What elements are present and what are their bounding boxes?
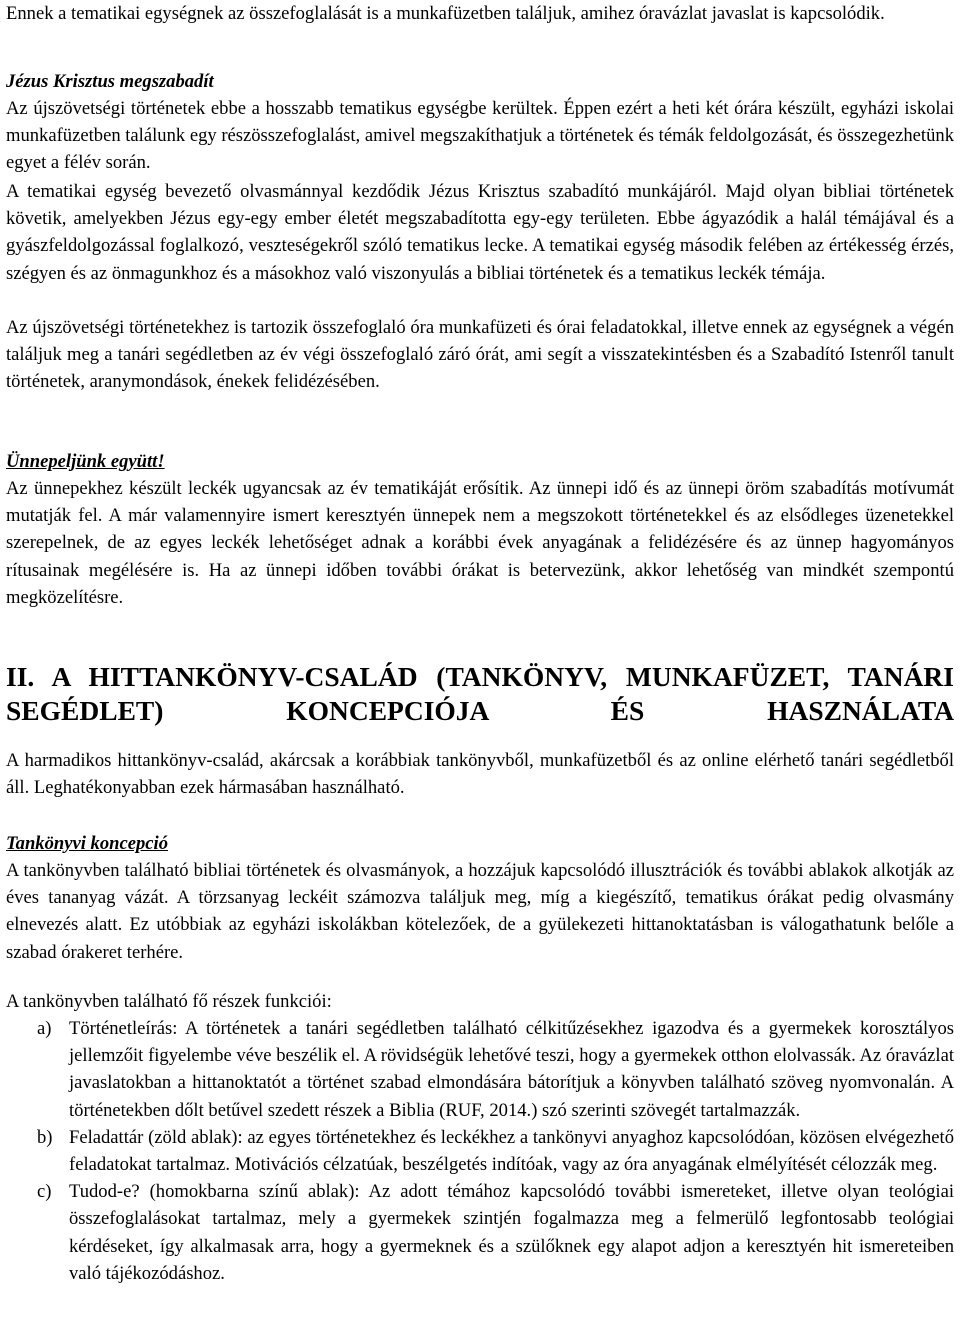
list-item-mark: b) xyxy=(37,1126,53,1148)
paragraph-tankonyv: A tankönyvben található bibliai történetek és olvasmányok, a hozzájuk kapcsolódó illusztrációk és további ablakok alkotják az éves tananyag vázát. A törzsanyag leckéit számozva találjuk meg, míg a kiegészítő, tematikus órákat pedig olvasmány elnevezés alatt. Ez utóbbiak az egyházi iskolákban kötelezőek, de a gyülekezeti hittanoktatásban is válogathatunk belőle a szabad órakeret terhére. xyxy=(6,860,954,963)
intro-paragraph: Ennek a tematikai egységnek az összefoglalását is a munkafüzetben találjuk, amihez óravázlat javaslat is kapcsolódik. xyxy=(6,3,885,24)
list-item xyxy=(6,1178,954,1287)
chapter-heading-line-2: SEGÉDLET) KONCEPCIÓJA ÉS HASZNÁLATA xyxy=(6,695,954,726)
list-item-mark: a) xyxy=(37,1018,52,1039)
paragraph-chapter: A harmadikos hittankönyv-család, akárcsak a korábbiak tankönyvből, munkafüzetből és az online elérhető tanári segédletből áll. Leghatékonyabban ezek hármasában használható. xyxy=(6,750,954,799)
list-item xyxy=(6,1015,954,1124)
list-item-mark: c) xyxy=(37,1181,52,1203)
section-heading-unnep: Ünnepeljünk együtt! xyxy=(6,451,165,472)
paragraph-jezus-1: Az újszövetségi történetek ebbe a hosszabb tematikus egységbe kerültek. Éppen ezért a heti két órára készült, egyházi iskolai munkafüzetben találunk egy részösszefoglalást, amivel megszakíthatjuk a történetek és témák feldolgozását, és összegezhetünk egyet a félév során. xyxy=(6,98,954,174)
list-intro: A tankönyvben található fő részek funkciói: xyxy=(6,991,332,1012)
section-heading-jezus: Jézus Krisztus megszabadít xyxy=(6,71,214,92)
list-item-text: Tudod-e? (homokbarna színű ablak): Az adott témához kapcsolódó további ismereteket, illetve olyan teológiai összefoglalásokat tartalmaz, mely a gyermekek szintjén fogalmazza meg a felmerülő legfontosabb teológiai kérdéseket, így alkalmasak arra, hogy a gyermeknek és a szülőknek egy alapot adjon a keresztyén hit ismereteiben való tájékozódáshoz. xyxy=(69,1181,954,1284)
functions-list xyxy=(6,1015,954,1287)
section-heading-tankonyv: Tankönyvi koncepció xyxy=(6,833,168,854)
chapter-heading xyxy=(6,660,954,728)
paragraph-jezus-3: Az újszövetségi történetekhez is tartozik összefoglaló óra munkafüzeti és órai feladatokkal, illetve ennek az egységnek a végén találjuk meg a tanári segédletben az év végi összefoglaló záró órát, ami segít a visszatekintésben és a Szabadító Istenről tanult történetek, aranymondások, énekek felidézésében. xyxy=(6,317,954,393)
list-item-text: Feladattár (zöld ablak): az egyes történetekhez és leckékhez a tankönyvi anyaghoz kapcsolódóan, közösen elvégezhető feladatokat tartalmaz. Motivációs célzatúak, beszélgetés indítóak, vagy az óra anyagának elmélyítését célozzák meg. xyxy=(69,1126,954,1176)
chapter-heading-line-1: II. A HITTANKÖNYV-CSALÁD (TANKÖNYV, MUNKAFÜZET, TANÁRI xyxy=(6,661,954,692)
list-item-text: Történetleírás: A történetek a tanári segédletben található célkitűzésekhez igazodva és a gyermekek korosztályos jellemzőit figyelembe véve beszélik el. A rövidségük lehetővé teszi, hogy a gyermekek otthon elolvassák. Az óravázlat javaslatokban a hittanoktatót a történet szabad elmondására bátorítjuk a könyvben található szöveg nyomvonalán. A történetekben dőlt betűvel szedett részek a Biblia (RUF, 2014.) szó szerinti szövegét tartalmazzák. xyxy=(69,1018,954,1121)
list-item xyxy=(6,1124,954,1178)
paragraph-jezus-2: A tematikai egység bevezető olvasmánnyal kezdődik Jézus Krisztus szabadító munkájáról. Majd olyan bibliai történetek követik, amelyekben Jézus egy-egy ember életét megszabadította egy-egy területen. Ebbe ágyazódik a halál témájával és a gyászfeldolgozással foglalkozó, veszteségekről szóló tematikus lecke. A tematikai egység második felében az értékesség érzés, szégyen és az önmagunkhoz és a másokhoz való viszonyulás a bibliai történetek és a tematikus leckék témája. xyxy=(6,181,954,284)
paragraph-unnep: Az ünnepekhez készült leckék ugyancsak az év tematikáját erősítik. Az ünnepi idő és az ünnepi öröm szabadítás motívumát mutatják fel. A már valamennyire ismert keresztyén ünnepek nem a megszokott történetekkel és az elsődleges üzenetekkel szerepelnek, de az egyes leckék lehetőséget adnak a korábbi évek anyagának a felidézésére és az ünnep hagyományos rítusainak megélésére is. Ha az ünnepi időben további órákat is betervezünk, akkor lehetőség van mindkét szempontú megközelítésre. xyxy=(6,478,954,608)
